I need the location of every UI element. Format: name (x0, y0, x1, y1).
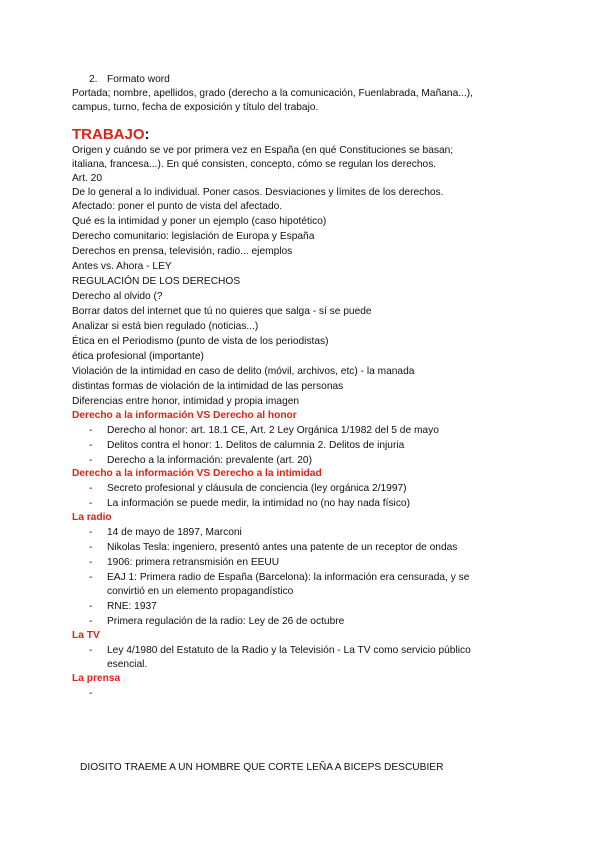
portada-line-2: campus, turno, fecha de exposición y título del trabajo. (72, 102, 319, 113)
dash-bullet: - (89, 483, 93, 494)
trabajo-line: Analizar si está bien regulado (noticias...) (72, 321, 259, 332)
trabajo-line: italiana, francesa...). En qué consisten, concepto, cómo se regulan los derechos. (72, 159, 437, 170)
dash-bullet: - (89, 601, 93, 612)
section-heading-intimidad: Derecho a la información VS Derecho a la intimidad (72, 468, 322, 479)
section-heading-radio: La radio (72, 512, 112, 523)
closing-line: DIOSITO TRAEME A UN HOMBRE QUE CORTE LEÑA A BICEPS DESCUBIER (80, 762, 444, 773)
trabajo-line: REGULACIÓN DE LOS DERECHOS (72, 276, 241, 287)
trabajo-line: Borrar datos del internet que tú no quieres que salga - sí se puede (72, 306, 372, 317)
bullet-item: RNE: 1937 (107, 601, 157, 612)
dash-bullet: - (89, 527, 93, 538)
dash-bullet: - (89, 440, 93, 451)
trabajo-line: Derechos en prensa, televisión, radio... ejemplos (72, 246, 293, 257)
list-item-formato: Formato word (107, 74, 170, 85)
trabajo-heading: TRABAJO: (72, 126, 150, 143)
trabajo-line: ética profesional (importante) (72, 351, 204, 362)
trabajo-line: Origen y cuándo se ve por primera vez en España (en qué Constituciones se basan; (72, 145, 454, 156)
bullet-item-continuation: esencial. (107, 659, 148, 670)
portada-line-1: Portada; nombre, apellidos, grado (derecho a la comunicación, Fuenlabrada, Mañana...), (72, 88, 473, 99)
trabajo-line: Diferencias entre honor, intimidad y propia imagen (72, 396, 300, 407)
trabajo-line: Art. 20 (72, 173, 103, 184)
bullet-item: Derecho al honor: art. 18.1 CE, Art. 2 Ley Orgánica 1/1982 del 5 de mayo (107, 425, 439, 436)
bullet-item-continuation: convirtió en un elemento propagandístico (107, 586, 294, 597)
bullet-item: 14 de mayo de 1897, Marconi (107, 527, 242, 538)
dash-bullet: - (89, 498, 93, 509)
trabajo-line: Ética en el Periodismo (punto de vista de los periodistas) (72, 336, 329, 347)
bullet-item: Derecho a la información: prevalente (art. 20) (107, 455, 312, 466)
bullet-item: 1906: primera retransmisión en EEUU (107, 557, 280, 568)
dash-bullet: - (89, 616, 93, 627)
section-heading-tv: La TV (72, 630, 100, 641)
trabajo-line: Derecho comunitario: legislación de Europa y España (72, 231, 315, 242)
bullet-item: Ley 4/1980 del Estatuto de la Radio y la Televisión - La TV como servicio público (107, 645, 471, 656)
dash-bullet: - (89, 542, 93, 553)
dash-bullet: - (89, 572, 93, 583)
trabajo-line: Derecho al olvido (? (72, 291, 163, 302)
dash-bullet: - (89, 455, 93, 466)
list-number: 2. (89, 74, 98, 85)
section-heading-honor: Derecho a la información VS Derecho al honor (72, 410, 297, 421)
bullet-item: Delitos contra el honor: 1. Delitos de calumnia 2. Delitos de injuria (107, 440, 405, 451)
dash-bullet: - (89, 557, 93, 568)
trabajo-line: Violación de la intimidad en caso de delito (móvil, archivos, etc) - la manada (72, 366, 415, 377)
bullet-item: La información se puede medir, la intimidad no (no hay nada físico) (107, 498, 410, 509)
section-heading-prensa: La prensa (72, 673, 121, 684)
trabajo-line: Antes vs. Ahora - LEY (72, 261, 172, 272)
trabajo-line: De lo general a lo individual. Poner casos. Desviaciones y límites de los derechos. (72, 187, 444, 198)
bullet-item: EAJ 1: Primera radio de España (Barcelona): la información era censurada, y se (107, 572, 470, 583)
bullet-item: Nikolas Tesla: ingeniero, presentó antes una patente de un receptor de ondas (107, 542, 458, 553)
dash-bullet: - (89, 688, 93, 699)
bullet-item: Secreto profesional y cláusula de conciencia (ley orgánica 2/1997) (107, 483, 407, 494)
trabajo-line: Qué es la intimidad y poner un ejemplo (caso hipotético) (72, 216, 327, 227)
trabajo-line: Afectado: poner el punto de vista del afectado. (72, 201, 283, 212)
bullet-item: Primera regulación de la radio: Ley de 26 de octubre (107, 616, 345, 627)
dash-bullet: - (89, 425, 93, 436)
dash-bullet: - (89, 645, 93, 656)
trabajo-line: distintas formas de violación de la intimidad de las personas (72, 381, 344, 392)
